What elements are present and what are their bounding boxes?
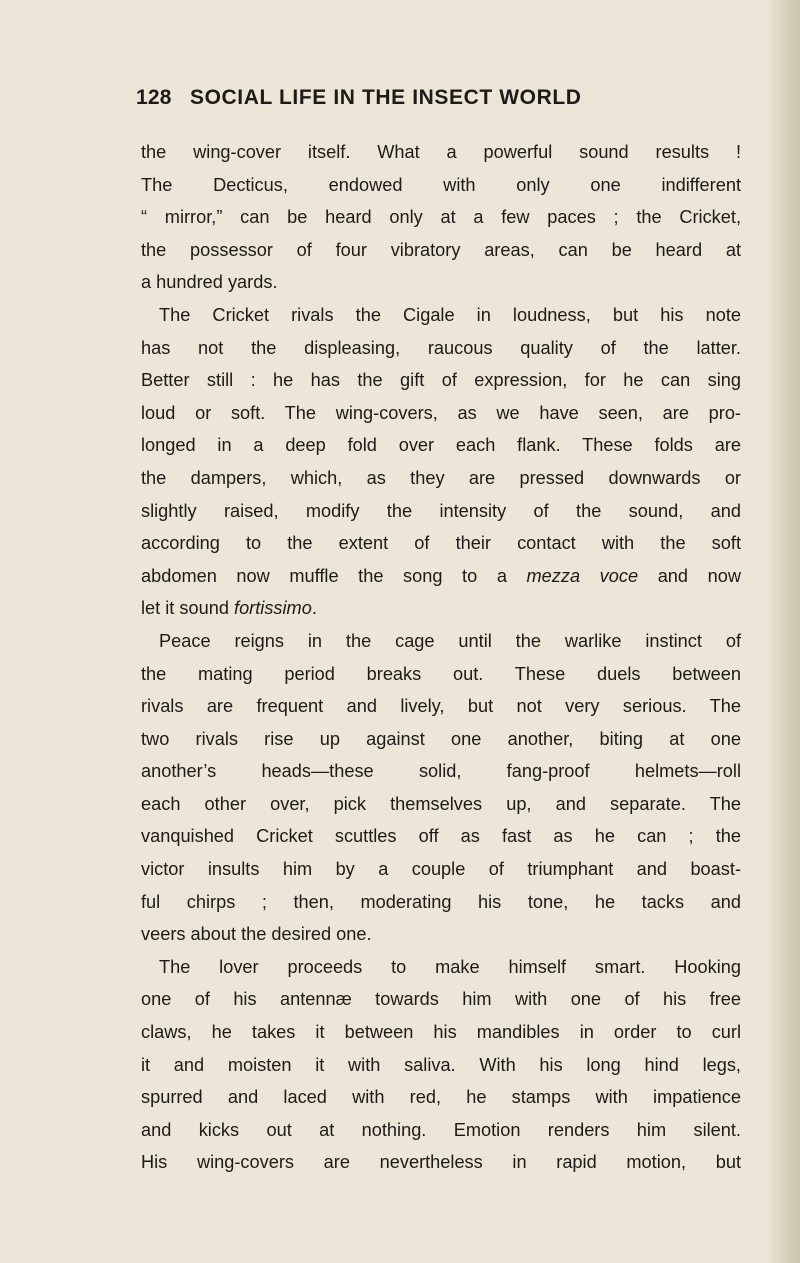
running-head: SOCIAL LIFE IN THE INSECT WORLD	[190, 86, 582, 109]
text-line: another’s heads—these solid, fang-proof helmets—roll	[141, 761, 741, 782]
text-line: and kicks out at nothing. Emotion renders him silent.	[141, 1119, 741, 1140]
text-line: one of his antennæ towards him with one of his free	[141, 989, 741, 1010]
text-line: ful chirps ; then, moderating his tone, he tacks and	[141, 891, 741, 912]
page-number: 128	[136, 86, 172, 109]
text-line: claws, he takes it between his mandibles in order to curl	[141, 1022, 741, 1043]
text-line: The Cricket rivals the Cigale in loudness, but his note	[159, 304, 741, 325]
text-line: The Decticus, endowed with only one indifferent	[141, 174, 741, 195]
text-line-segment: and now	[638, 565, 741, 586]
text-line: “ mirror,” can be heard only at a few paces ; the Cricket,	[141, 207, 741, 228]
italic-phrase: fortissimo	[234, 598, 312, 619]
text-line: the mating period breaks out. These duels between	[141, 663, 741, 684]
text-line-segment: let it sound	[141, 598, 235, 619]
text-line: spurred and laced with red, he stamps with impatience	[141, 1087, 741, 1108]
text-line: veers about the desired one.	[141, 924, 372, 945]
text-line: two rivals rise up against one another, biting at one	[141, 728, 741, 749]
text-line: according to the extent of their contact with the soft	[141, 533, 741, 554]
text-line: the possessor of four vibratory areas, can be heard at	[141, 239, 741, 260]
text-line: the dampers, which, as they are pressed downwards or	[141, 467, 741, 488]
text-line: each other over, pick themselves up, and separate. The	[141, 793, 741, 814]
text-line: the wing-cover itself. What a powerful sound results !	[141, 142, 741, 162]
text-line: Peace reigns in the cage until the warlike instinct of	[159, 630, 741, 651]
text-line: it and moisten it with saliva. With his long hind legs,	[141, 1054, 741, 1075]
text-line-segment: .	[311, 598, 317, 619]
text-line: vanquished Cricket scuttles off as fast as he can ; the	[141, 826, 741, 847]
text-line	[141, 592, 741, 625]
body-text	[141, 136, 741, 1179]
page-edge-shadow	[766, 0, 800, 1263]
text-line: victor insults him by a couple of triumphant and boast-	[141, 859, 741, 880]
text-line: longed in a deep fold over each flank. These folds are	[141, 435, 741, 456]
text-line-segment: abdomen now muffle the song to a	[141, 565, 527, 586]
italic-phrase: mezza voce	[526, 565, 639, 586]
text-line: His wing-covers are nevertheless in rapid motion, but	[141, 1152, 741, 1173]
page-header	[0, 0, 800, 130]
text-line	[141, 560, 741, 593]
text-line: Better still : he has the gift of expression, for he can sing	[141, 370, 741, 391]
text-line: a hundred yards.	[141, 272, 278, 293]
text-line: loud or soft. The wing-covers, as we have seen, are pro-	[141, 402, 741, 423]
text-line: The lover proceeds to make himself smart. Hooking	[159, 956, 741, 977]
text-line: has not the displeasing, raucous quality of the latter.	[141, 337, 741, 358]
text-line: slightly raised, modify the intensity of the sound, and	[141, 500, 741, 521]
text-line: rivals are frequent and lively, but not very serious. The	[141, 696, 741, 717]
